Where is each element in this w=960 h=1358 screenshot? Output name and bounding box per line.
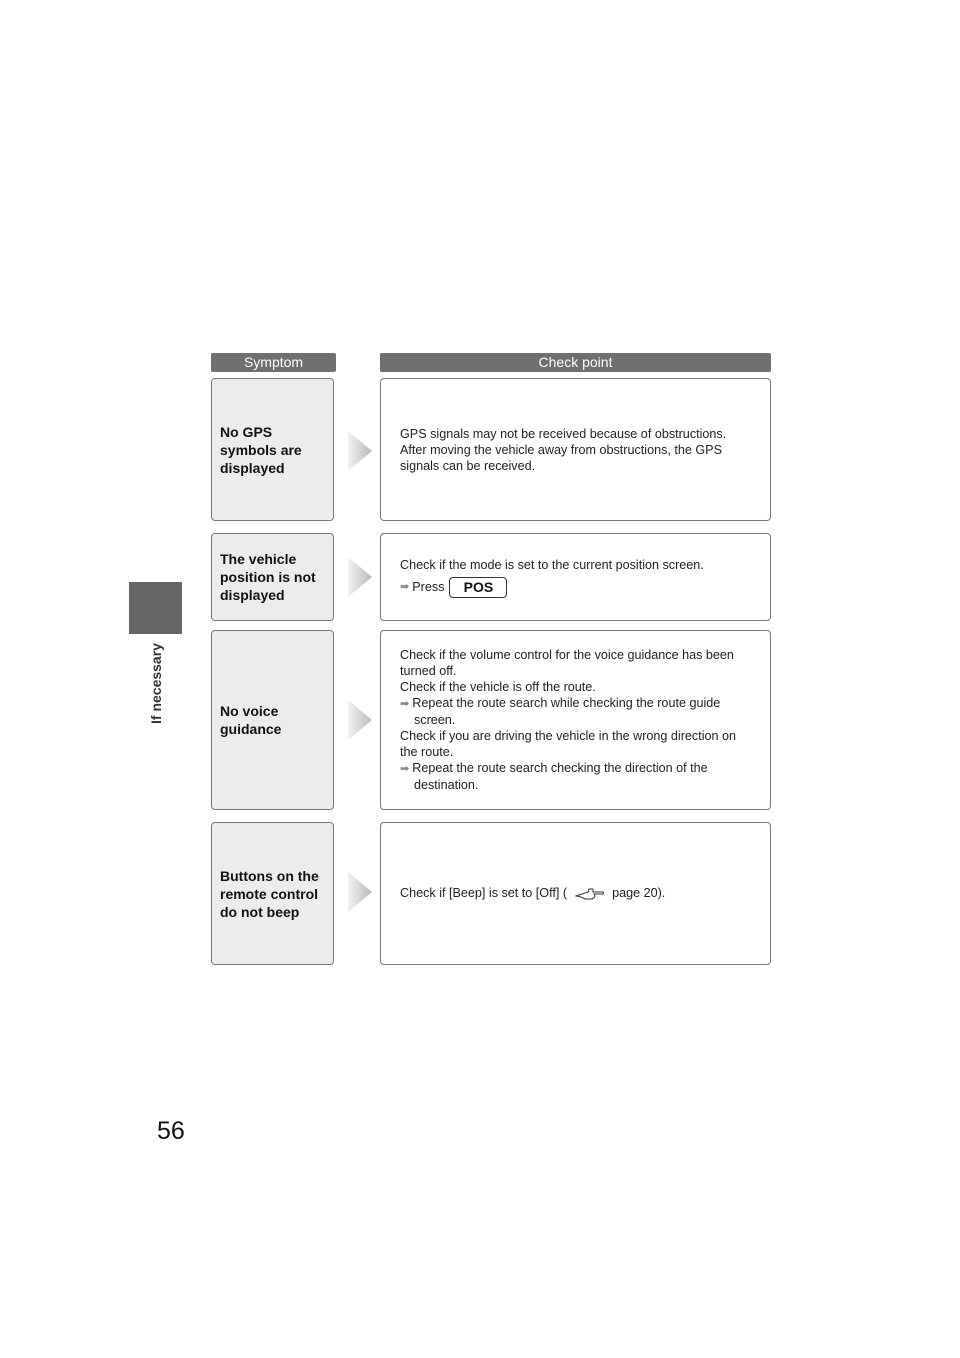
check-line: signals can be received. bbox=[400, 458, 536, 473]
chapter-label-container bbox=[129, 634, 182, 774]
check-line: turned off. bbox=[400, 664, 457, 678]
press-label: Press bbox=[412, 579, 445, 594]
symptom-vehicle-position bbox=[211, 533, 334, 621]
check-line: After moving the vehicle away from obstructions, the GPS bbox=[400, 442, 722, 457]
arrow-right-icon: ➡ bbox=[400, 581, 410, 594]
check-vehicle-position bbox=[380, 533, 771, 621]
check-no-beep bbox=[380, 822, 771, 965]
symptom-text: Buttons on the remote control do not beep bbox=[220, 867, 319, 920]
check-line: Check if you are driving the vehicle in the wrong direction on bbox=[400, 729, 737, 743]
page-number: 56 bbox=[157, 1117, 185, 1145]
symptom-text: The vehicle position is not displayed bbox=[220, 551, 316, 603]
check-no-gps bbox=[380, 378, 771, 521]
chapter-label: If necessary bbox=[147, 643, 164, 724]
check-line bbox=[400, 760, 760, 777]
check-line: destination. bbox=[414, 778, 479, 792]
chapter-tab bbox=[129, 582, 182, 634]
symptom-text: No GPS symbols are displayed bbox=[220, 423, 302, 476]
check-text-after: page 20). bbox=[612, 886, 666, 901]
check-line bbox=[400, 885, 760, 902]
hand-pointer-icon bbox=[575, 886, 605, 902]
symptom-no-voice bbox=[211, 630, 334, 810]
arrow-right-icon: ➡ bbox=[400, 763, 410, 775]
check-text-before: Check if [Beep] is set to [Off] ( bbox=[400, 886, 568, 901]
check-line: GPS signals may not be received because of obstructions. bbox=[400, 426, 727, 441]
check-line bbox=[400, 695, 760, 712]
check-no-voice bbox=[380, 630, 771, 810]
arrow-right-icon: ➡ bbox=[400, 698, 410, 710]
check-line: the route. bbox=[400, 745, 454, 759]
arrow-icon bbox=[348, 431, 372, 471]
press-line bbox=[400, 577, 760, 598]
check-line-text: Repeat the route search while checking the route guide bbox=[412, 696, 721, 710]
check-line-text: Repeat the route search checking the direction of the bbox=[412, 761, 708, 775]
symptom-no-beep bbox=[211, 822, 334, 965]
check-line: Check if the vehicle is off the route. bbox=[400, 680, 596, 694]
symptom-no-gps bbox=[211, 378, 334, 521]
arrow-icon bbox=[348, 872, 372, 912]
pos-button: POS bbox=[449, 577, 507, 598]
symptom-header: Symptom bbox=[211, 353, 336, 372]
check-point-header: Check point bbox=[380, 353, 771, 372]
arrow-icon bbox=[348, 557, 372, 597]
check-line: screen. bbox=[414, 713, 456, 727]
arrow-icon bbox=[348, 700, 372, 740]
symptom-text: No voice guidance bbox=[220, 703, 282, 737]
check-line: Check if the mode is set to the current position screen. bbox=[400, 557, 704, 572]
check-line: Check if the volume control for the voice guidance has been bbox=[400, 648, 734, 662]
